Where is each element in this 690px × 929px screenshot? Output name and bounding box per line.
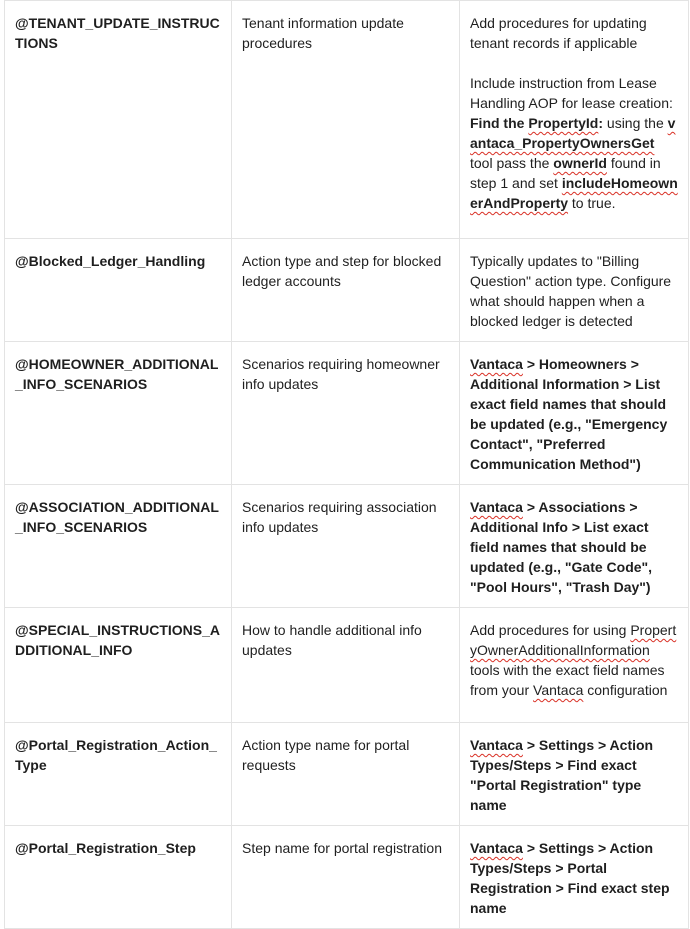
action-text: tool pass the: [470, 155, 554, 171]
variable-cell: @SPECIAL_INSTRUCTIONS_ADDITIONAL_INFO: [5, 608, 232, 723]
action-text: configuration: [583, 682, 668, 698]
action-text: using the: [603, 115, 668, 131]
spellcheck-word: ownerId: [553, 155, 607, 171]
action-text: found in step 1 and set: [470, 155, 661, 191]
variable-cell: @Portal_Registration_Step: [5, 826, 232, 929]
spellcheck-word: vantaca_PropertyOwnersGet: [470, 115, 676, 151]
action-cell: [460, 608, 689, 723]
table-row: [5, 485, 689, 608]
description-cell: Step name for portal registration: [232, 826, 460, 929]
action-text: Include instruction from Lease Handling AOP for lease creation:: [470, 75, 673, 111]
spellcheck-word: Vantaca: [470, 499, 523, 515]
table-row: [5, 342, 689, 485]
action-cell: Typically updates to "Billing Question" action type. Configure what should happen when a blocked ledger is detected: [460, 239, 689, 342]
action-text: > Settings > Action Types/Steps > Portal Registration > Find exact step name: [470, 840, 670, 916]
description-cell: Action type name for portal requests: [232, 723, 460, 826]
variable-cell: @Blocked_Ledger_Handling: [5, 239, 232, 342]
spellcheck-word: Vantaca: [470, 840, 523, 856]
description-cell: How to handle additional info updates: [232, 608, 460, 723]
table-row: [5, 826, 689, 929]
configuration-table: [4, 0, 689, 929]
action-cell: [460, 342, 689, 485]
variable-cell: @HOMEOWNER_ADDITIONAL_INFO_SCENARIOS: [5, 342, 232, 485]
table-row: [5, 608, 689, 723]
action-text: [470, 73, 678, 213]
variable-cell: @ASSOCIATION_ADDITIONAL_INFO_SCENARIOS: [5, 485, 232, 608]
action-text: to true.: [568, 195, 616, 211]
action-cell: [460, 723, 689, 826]
action-text: > Settings > Action Types/Steps > Find exact "Portal Registration" type name: [470, 737, 654, 813]
spellcheck-word: Vantaca: [470, 356, 523, 372]
action-text: Add procedures for using: [470, 622, 631, 638]
description-cell: Action type and step for blocked ledger accounts: [232, 239, 460, 342]
action-text: > Homeowners > Additional Information > List exact field names that should be updated (e.g., "Emergency Contact", "Preferred Communication Method"): [470, 356, 668, 472]
action-text: :: [598, 115, 604, 131]
spellcheck-word: Vantaca: [470, 737, 523, 753]
action-text: Add procedures for updating tenant records if applicable: [470, 15, 647, 51]
variable-cell: @Portal_Registration_Action_Type: [5, 723, 232, 826]
spellcheck-word: Vantaca: [533, 682, 584, 698]
spellcheck-word: includeHomeownerAndProperty: [470, 175, 678, 211]
action-text: > Associations > Additional Info > List exact field names that should be updated (e.g., "Gate Code", "Pool Hours", "Trash Day"): [470, 499, 653, 595]
action-cell: [460, 1, 689, 239]
action-text: tools with the exact field names from your: [470, 662, 665, 698]
description-cell: Scenarios requiring association info updates: [232, 485, 460, 608]
description-cell: Tenant information update procedures: [232, 1, 460, 239]
action-cell: [460, 826, 689, 929]
variable-cell: @TENANT_UPDATE_INSTRUCTIONS: [5, 1, 232, 239]
table-row: [5, 1, 689, 239]
action-cell: [460, 485, 689, 608]
spellcheck-word: PropertyOwnerAdditionalInformation: [470, 622, 677, 658]
table-row: [5, 723, 689, 826]
action-text: Find the: [470, 115, 529, 131]
table-row: [5, 239, 689, 342]
spellcheck-word: PropertyId: [528, 115, 599, 131]
description-cell: Scenarios requiring homeowner info updates: [232, 342, 460, 485]
